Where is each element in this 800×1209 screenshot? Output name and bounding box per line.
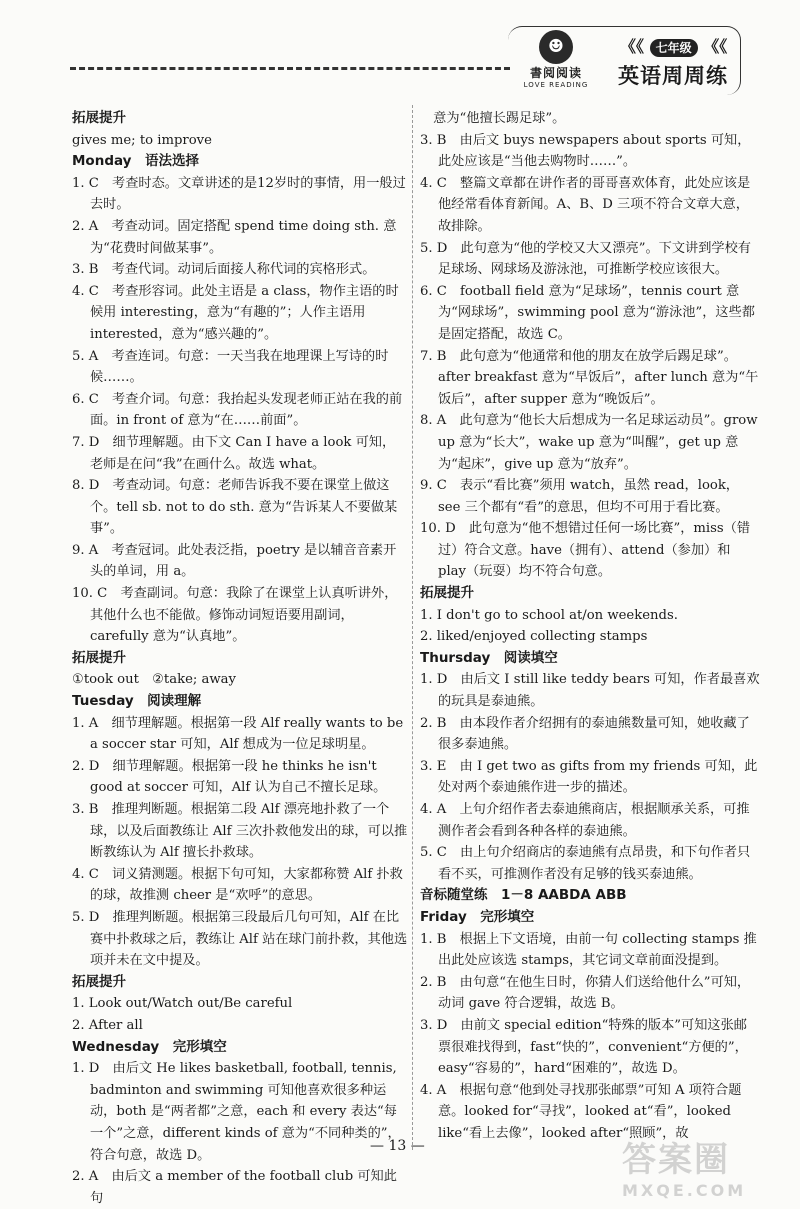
answer-item: 4. A 上句介绍作者去泰迪熊商店，根据顺承关系，可推测作者会看到各种各样的泰迪熊。 (420, 802, 750, 839)
answer-item: 2. B 由句意“在他生日时，你猜人们送给他什么”可知，动词 gave 符合逻辑，故选 B。 (420, 974, 751, 1012)
logo (512, 30, 600, 88)
answer-item: 2. After all (72, 1017, 143, 1033)
header-dashed-rule (70, 67, 510, 70)
answer-item: 3. B 推理判断题。根据第二段 Alf 漂亮地扑救了一个球，以及后面教练让 Alf 三次扑救他发出的球，可以推断教练认为 Alf 擅长扑救球。 (72, 802, 408, 861)
answer-item: 6. C football field 意为“足球场”，tennis court 意为“网球场”，swimming pool 意为“游泳池”，这些都是固定搭配，故选 C。 (420, 283, 755, 342)
answer-item: 4. C 词义猜测题。根据下句可知，大家都称赞 Alf 扑救的球，故推测 cheer 是“欢呼”的意思。 (72, 866, 403, 904)
answer-item: 1. A 细节理解题。根据第一段 Alf really wants to be a soccer star 可知，Alf 想成为一位足球明星。 (72, 715, 404, 753)
answer-item: 1. Look out/Watch out/Be careful (72, 996, 293, 1012)
answer-item: 7. D 细节理解题。由下文 Can I have a look 可知，老师是在问“我”在画什么。故选 what。 (72, 434, 396, 472)
answer-item: 8. D 考查动词。句意：老师告诉我不要在课堂上做这个。tell sb. not to do sth. 意为“告诉某人不要做某事”。 (72, 478, 398, 537)
answer-item: 2. D 细节理解题。根据第一段 he thinks he isn't good at soccer 可知，Alf 认为自己不擅长足球。 (72, 758, 387, 796)
column-divider (412, 105, 413, 1150)
answer-item: 1. C 考查时态。文章讲述的是12岁时的事情，用一般过去时。 (72, 175, 406, 213)
grade-label (620, 34, 727, 57)
watermark-text: 答案圈 (622, 1140, 730, 1180)
answer-item: 1. I don't go to school at/on weekends. (420, 607, 678, 623)
answer-item: 2. B 由本段作者介绍拥有的泰迪熊数量可知，她收藏了很多泰迪熊。 (420, 715, 750, 753)
grade-badge: 七年级 (650, 39, 698, 57)
answer-item: 4. C 整篇文章都在讲作者的哥哥喜欢体育，此处应该是他经常看体育新闻。A、B、D 三项不符合文章大意，故排除。 (420, 175, 751, 234)
section-heading: 拓展提升 (420, 585, 474, 602)
section-heading: 拓展提升 (72, 649, 126, 666)
right-column (420, 108, 760, 1145)
section-heading: Thursday 阅读填空 (420, 649, 558, 666)
section-heading: Friday 完形填空 (420, 908, 535, 925)
answer-item: 2. A 考查动词。固定搭配 spend time doing sth. 意为“花费时间做某事”。 (72, 218, 397, 256)
answer-item: 6. C 考查介词。句意：我抬起头发现老师正站在我的前面。in front of 意为“在……前面”。 (72, 391, 403, 429)
answer-item: 10. D 此句意为“他不想错过任何一场比赛”，miss（错过）符合文意。have（拥有）、attend（参加）和 play（玩耍）均不符合句意。 (420, 521, 751, 580)
watermark-url: MXQE.COM (622, 1181, 747, 1200)
watermark (622, 1132, 792, 1200)
answer-item: 1. D 由后文 I still like teddy bears 可知，作者最喜欢的玩具是泰迪熊。 (420, 672, 760, 710)
answer-item: 5. A 考查连词。句意：一天当我在地理课上写诗的时候……。 (72, 348, 389, 386)
answer-item: 4. C 考查形容词。此处主语是 a class，物作主语的时候用 interesting，意为“有趣的”；人作主语用 interested，意为“感兴趣的”。 (72, 283, 399, 342)
answer-item: 意为“他擅长踢足球”。 (420, 111, 566, 126)
answer-item: 3. E 由 I get two as gifts from my friends 可知，此处对两个泰迪熊作进一步的描述。 (420, 758, 758, 796)
section-heading: Wednesday 完形填空 (72, 1038, 227, 1055)
left-column (72, 108, 408, 1209)
answer-item: 3. D 由前文 special edition“特殊的版本”可知这张邮票很难找得到，fast“快的”，convenient“方便的”，easy“容易的”，hard“困难的”，故选 D。 (420, 1017, 748, 1077)
section-heading: Tuesday 阅读理解 (72, 693, 202, 710)
answer-item: 10. C 考查副词。句意：我除了在课堂上认真听讲外，其他什么也不能做。修饰动词短语要用副词，carefully 意为“认真地”。 (72, 586, 398, 645)
book-reader-icon: ☻ (539, 30, 573, 64)
logo-text: 書阅阅读 (529, 66, 582, 80)
series-title: 英语周周练 (618, 64, 728, 88)
answer-item: 3. B 考查代词。动词后面接人称代词的宾格形式。 (72, 262, 376, 278)
chevron-left-icon: 《《 (620, 37, 645, 56)
section-heading: 音标随堂练 1－8 AABDA ABB (420, 887, 627, 904)
answer-item: gives me; to improve (72, 132, 212, 148)
answer-item: 7. B 此句意为“他通常和他的朋友在放学后踢足球”。after breakfast 意为“早饭后”，after lunch 意为“午饭后”，after supper 意为“晚饭后”。 (420, 348, 759, 407)
answer-item: 3. B 由后文 buys newspapers about sports 可知，此处应该是“当他去购物时……”。 (420, 132, 751, 170)
answer-item: 2. liked/enjoyed collecting stamps (420, 629, 648, 645)
answer-item: 8. A 此句意为“他长大后想成为一名足球运动员”。grow up 意为“长大”，wake up 意为“叫醒”，get up 意为“起床”，give up 意为“放弃”。 (420, 413, 758, 472)
answer-item: 5. C 由上句介绍商店的泰迪熊有点昂贵，和下句作者只看不买，可推测作者没有足够的钱买泰迪熊。 (420, 845, 751, 882)
chevron-right-icon: 《《 (703, 37, 728, 56)
answer-item: 1. D 由后文 He likes basketball, football, tennis, badminton and swimming 可知他喜欢很多种运动，both 是“两者都”之意，each 和 every 表达“每一个”之意，different kinds of 意为“不同种类的”，符合句意，故选 D。 (72, 1061, 401, 1163)
section-heading: Monday 语法选择 (72, 153, 199, 170)
answer-item: 9. A 考查冠词。此处表泛指，poetry 是以辅音音素开头的单词，用 a。 (72, 542, 397, 580)
answer-item: ①took out ②take; away (72, 672, 236, 688)
answer-item: 5. D 推理判断题。根据第三段最后几句可知，Alf 在比赛中扑救球之后，教练让 Alf 站在球门前扑救，其他选项并未在文中提及。 (72, 909, 408, 969)
section-heading: 拓展提升 (72, 973, 126, 990)
section-heading: 拓展提升 (72, 110, 126, 126)
logo-subtitle: LOVE READING (523, 81, 589, 89)
page-number: — 13 — (370, 1138, 425, 1154)
answer-item: 4. A 根据句意“他到处寻找那张邮票”可知 A 项符合题意。looked for“寻找”，looked at“看”，looked like“看上去像”，looked after“照顾”，故 (420, 1082, 742, 1141)
answer-item: 1. B 根据上下文语境，由前一句 collecting stamps 推出此处应该选 stamps，其它词文章前面没提到。 (420, 931, 757, 969)
answer-item: 5. D 此句意为“他的学校又大又漂亮”。下文讲到学校有足球场、网球场及游泳池，可推断学校应该很大。 (420, 240, 751, 278)
answer-item: 2. A 由后文 a member of the football club 可知此句 (72, 1169, 397, 1206)
answer-item: 9. C 表示“看比赛”须用 watch，虽然 read，look，see 三个都有“看”的意思，但均不可用于看比赛。 (420, 478, 739, 515)
page-header (0, 0, 800, 100)
